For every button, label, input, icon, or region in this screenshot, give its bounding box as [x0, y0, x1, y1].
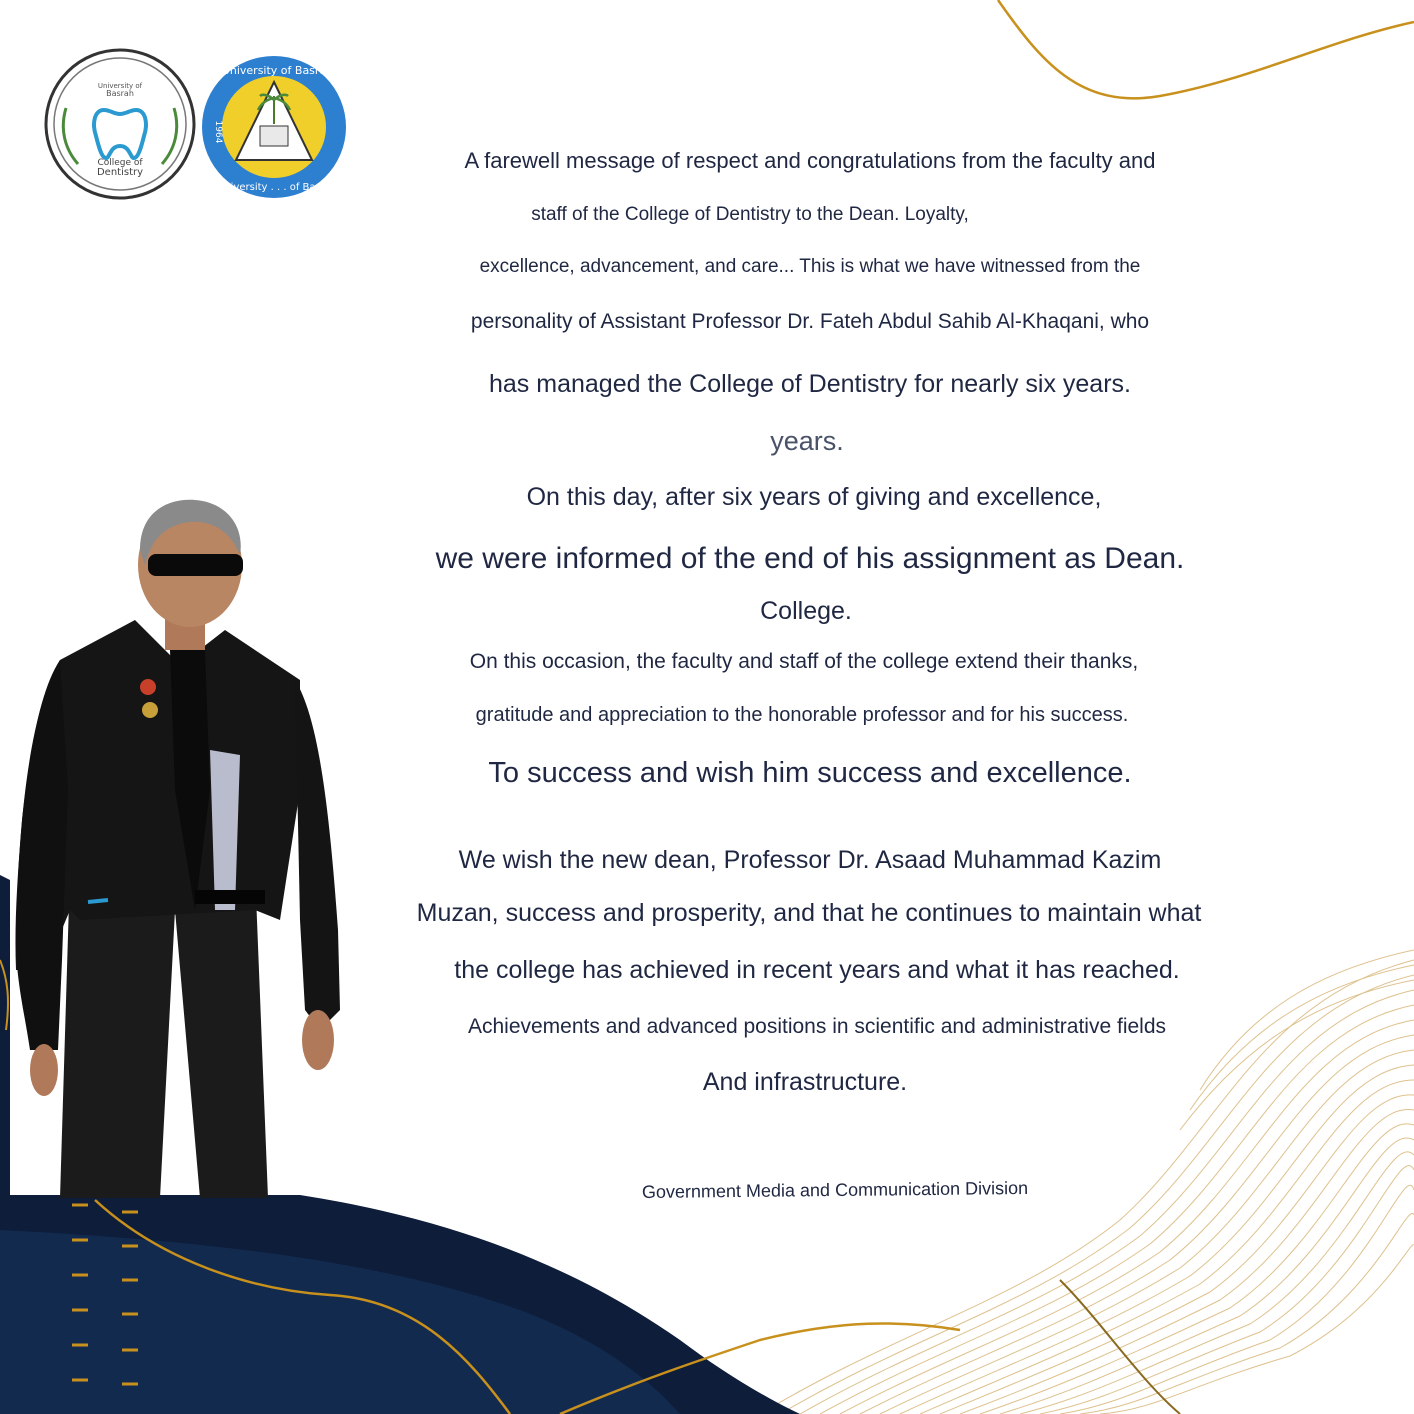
seal-college-text: College of	[97, 158, 143, 168]
message-line-4: personality of Assistant Professor Dr. Fateh Abdul Sahib Al-Khaqani, who	[470, 310, 1150, 333]
message-line-8: we were informed of the end of his assignment as Dean.	[435, 542, 1185, 575]
right-gold-curve	[1060, 1280, 1180, 1414]
message-line-11: gratitude and appreciation to the honorable professor and for his success.	[475, 704, 1129, 726]
message-line-16: Achievements and advanced positions in scientific and administrative fields	[467, 1015, 1167, 1038]
message-line-5: has managed the College of Dentistry for nearly six years.	[489, 370, 1131, 398]
emblem-top-arc-text: University of Basra	[221, 64, 327, 77]
message-line-10: On this occasion, the faculty and staff of the college extend their thanks,	[469, 650, 1139, 673]
emblem-bottom-arc-text: University . . . of Basra	[217, 182, 331, 193]
dean-portrait-icon	[0, 490, 350, 1200]
message-line-15: the college has achieved in recent years and what it has reached.	[454, 956, 1180, 984]
top-gold-curve	[998, 0, 1414, 98]
message-line-3: excellence, advancement, and care... This is what we have witnessed from the	[479, 256, 1141, 277]
message-line-9: College.	[760, 597, 852, 625]
seal-university-text: University of	[97, 82, 143, 90]
university-of-basra-emblem-icon	[200, 54, 348, 200]
footer-credit: Government Media and Communication Division	[641, 1177, 1029, 1203]
seal-basrah-text: Basrah	[106, 89, 134, 98]
message-line-12: To success and wish him success and excellence.	[488, 757, 1132, 789]
message-line-6: years.	[770, 426, 844, 456]
seal-dentistry-text: Dentistry	[96, 167, 144, 178]
message-line-7: On this day, after six years of giving and excellence,	[526, 483, 1102, 511]
college-of-dentistry-seal-icon	[44, 48, 196, 200]
message-line-14: Muzan, success and prosperity, and that he continues to maintain what	[416, 899, 1202, 927]
message-line-13: We wish the new dean, Professor Dr. Asaad Muhammad Kazim	[458, 846, 1162, 874]
message-line-17: And infrastructure.	[702, 1068, 908, 1096]
message-line-2: staff of the College of Dentistry to the Dean. Loyalty,	[531, 204, 969, 225]
emblem-year-text: 1964	[213, 120, 223, 144]
message-line-1: A farewell message of respect and congratulations from the faculty and	[464, 148, 1156, 173]
